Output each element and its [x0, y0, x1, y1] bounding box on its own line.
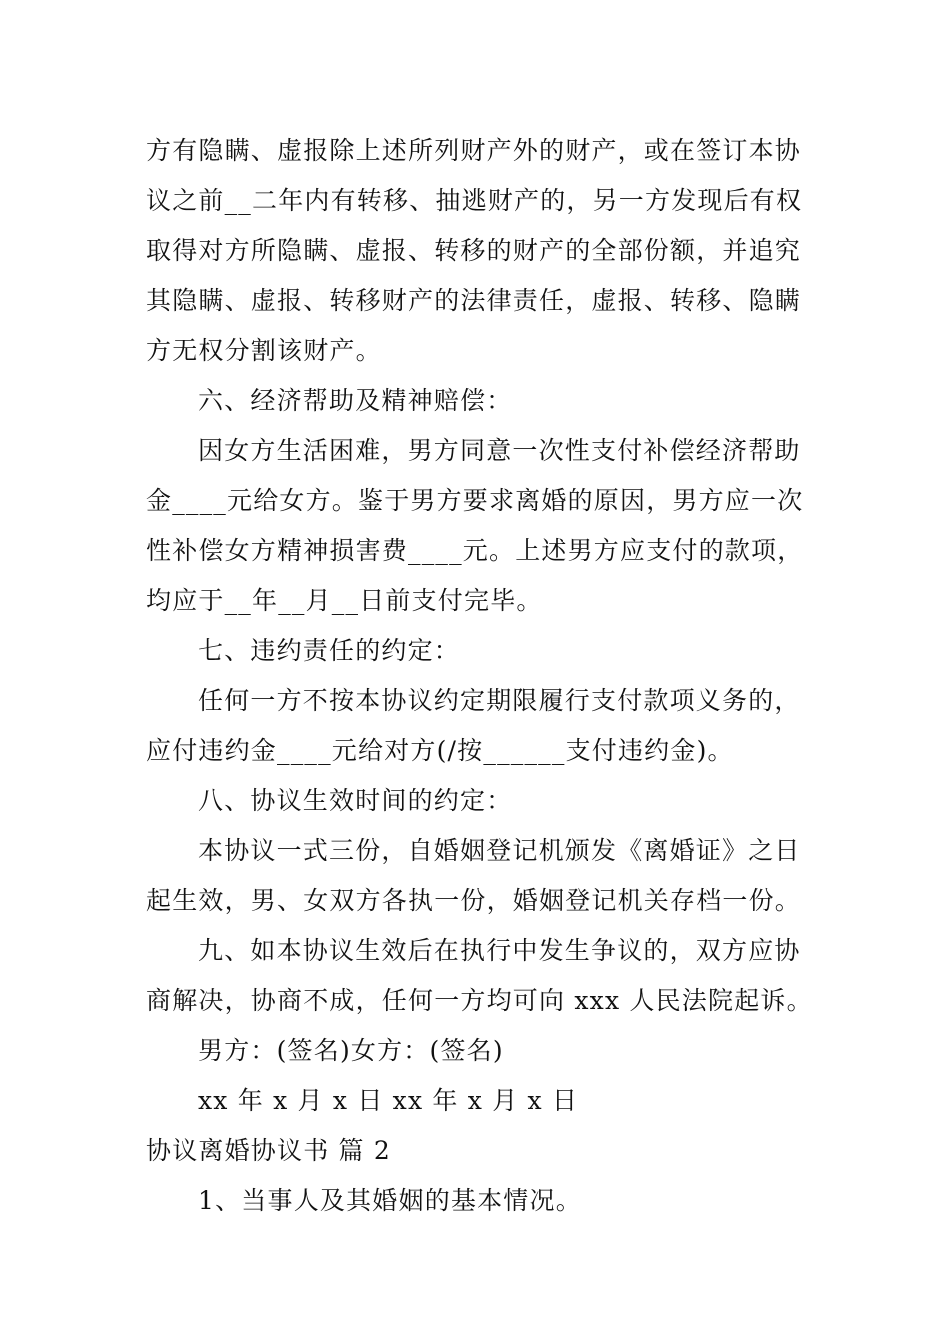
section-heading-six: 六、经济帮助及精神赔偿：	[198, 386, 513, 415]
body-text-line: 任何一方不按本协议约定期限履行支付款项义务的，	[198, 686, 801, 715]
body-text-line: 应付违约金____元给对方(/按______支付违约金)。	[146, 736, 734, 765]
section-heading-seven: 七、违约责任的约定：	[198, 636, 461, 665]
body-text-line: 本协议一式三份，自婚姻登记机颁发《离婚证》之日	[198, 836, 801, 865]
body-text-line: 均应于__年__月__日前支付完毕。	[146, 586, 543, 615]
body-text-line: 起生效，男、女双方各执一份，婚姻登记机关存档一份。	[146, 886, 802, 915]
section-heading-nine: 九、如本协议生效后在执行中发生争议的，双方应协	[198, 936, 801, 965]
date-line: xx 年 x 月 x 日 xx 年 x 月 x 日	[198, 1086, 579, 1115]
body-text-line: 因女方生活困难，男方同意一次性支付补偿经济帮助	[198, 436, 801, 465]
body-text-line: 方有隐瞒、虚报除上述所列财产外的财产，或在签订本协	[146, 136, 802, 165]
body-text-line: 性补偿女方精神损害费____元。上述男方应支付的款项，	[146, 536, 804, 565]
body-text-line: 1、当事人及其婚姻的基本情况。	[198, 1186, 582, 1215]
signature-line: 男方：(签名)女方：(签名)	[198, 1036, 504, 1065]
body-text-line: 议之前__二年内有转移、抽逃财产的，另一方发现后有权	[146, 186, 803, 215]
body-text-line: 方无权分割该财产。	[146, 336, 382, 365]
body-text-line: 金____元给女方。鉴于男方要求离婚的原因，男方应一次	[146, 486, 804, 515]
body-text-line: 商解决，协商不成，任何一方均可向 xxx 人民法院起诉。	[146, 986, 813, 1015]
body-text-line: 其隐瞒、虚报、转移财产的法律责任，虚报、转移、隐瞒	[146, 286, 802, 315]
section-heading-eight: 八、协议生效时间的约定：	[198, 786, 513, 815]
body-text-line: 取得对方所隐瞒、虚报、转移的财产的全部份额，并追究	[146, 236, 802, 265]
section-title: 协议离婚协议书 篇 2	[146, 1136, 392, 1165]
